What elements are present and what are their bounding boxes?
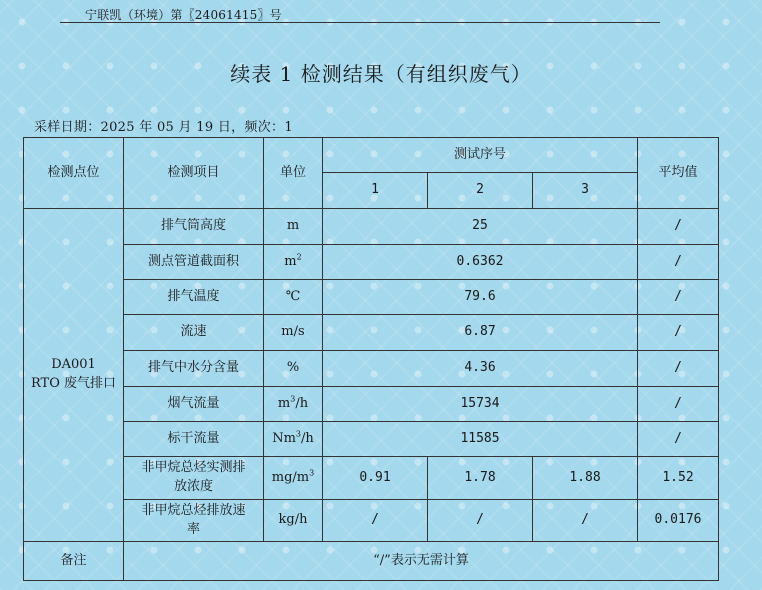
item-line: 放浓度 (173, 479, 213, 494)
item-line: 率 (186, 521, 200, 537)
value-cell: 0.6362 (323, 245, 638, 280)
header-seq-3: 3 (533, 173, 638, 209)
table-row (24, 422, 719, 457)
table-row (24, 500, 719, 542)
unit-base: mg/m (271, 469, 310, 485)
remark-row (24, 542, 719, 581)
value-cell: 6.87 (323, 315, 638, 351)
table-row (24, 387, 719, 422)
unit-cell (264, 387, 323, 422)
value-cell: 1.88 (533, 457, 638, 500)
table-row (24, 280, 719, 315)
table-row (24, 315, 719, 351)
average-cell: 1.52 (638, 457, 719, 500)
average-cell: / (638, 422, 719, 457)
table-row (24, 209, 719, 245)
value-cell: 4.36 (323, 351, 638, 387)
location-name: RTO 废气排口 (30, 376, 117, 391)
item-cell: 排气筒高度 (124, 209, 264, 245)
unit-tail: /h (295, 395, 309, 411)
value-cell: / (533, 500, 638, 542)
average-cell: / (638, 315, 719, 351)
value-cell: 11585 (323, 422, 638, 457)
header-seq-2: 2 (428, 173, 533, 209)
average-cell: / (638, 245, 719, 280)
value-cell: 25 (323, 209, 638, 245)
unit-cell (264, 457, 323, 500)
unit-base: m (284, 253, 297, 269)
average-cell: / (638, 209, 719, 245)
item-cell: 排气中水分含量 (124, 351, 264, 387)
unit-cell: kg/h (264, 500, 323, 542)
unit-base: Nm (272, 430, 296, 446)
value-cell: 1.78 (428, 457, 533, 500)
results-table (23, 137, 719, 581)
value-cell: 15734 (323, 387, 638, 422)
sampling-info: 采样日期：2025 年 05 月 19 日，频次：1 (34, 120, 293, 135)
header-divider (60, 22, 660, 23)
value-cell: / (323, 500, 428, 542)
remark-text: “/”表示无需计算 (124, 542, 719, 581)
average-cell: / (638, 280, 719, 315)
page-title: 续表 1 检测结果（有组织废气） (230, 62, 532, 86)
value-cell: 0.91 (323, 457, 428, 500)
header-point: 检测点位 (24, 138, 124, 209)
value-cell: 79.6 (323, 280, 638, 315)
item-line: 非甲烷总烃实测排 (141, 460, 246, 476)
table-header-row (24, 138, 719, 173)
header-item: 检测项目 (124, 138, 264, 209)
header-unit: 单位 (264, 138, 323, 209)
unit-cell: m/s (264, 315, 323, 351)
value-cell: / (428, 500, 533, 542)
header-test-seq: 测试序号 (323, 138, 638, 173)
header-average: 平均值 (638, 138, 719, 209)
item-cell (124, 500, 264, 542)
item-cell: 排气温度 (124, 280, 264, 315)
unit-cell (264, 245, 323, 280)
table-row (24, 351, 719, 387)
item-cell: 流速 (124, 315, 264, 351)
table-row (24, 245, 719, 280)
item-cell: 烟气流量 (124, 387, 264, 422)
unit-cell: ℃ (264, 280, 323, 315)
item-line: 非甲烷总烃排放速 (141, 502, 246, 518)
header-seq-1: 1 (323, 173, 428, 209)
item-cell (124, 457, 264, 500)
item-cell: 标干流量 (124, 422, 264, 457)
unit-cell (264, 422, 323, 457)
unit-tail: /h (301, 430, 314, 446)
unit-cell: % (264, 351, 323, 387)
unit-superscript: 3 (290, 394, 296, 404)
location-code: DA001 (51, 357, 96, 373)
unit-base: m (277, 395, 291, 411)
document-number: 宁联凯（环境）第〖24061415〗号 (85, 8, 282, 22)
unit-superscript: 3 (295, 429, 302, 439)
average-cell: 0.0176 (638, 500, 719, 542)
unit-cell: m (264, 209, 323, 245)
unit-superscript: 2 (296, 252, 302, 262)
remark-label: 备注 (24, 542, 124, 581)
item-cell: 测点管道截面积 (124, 245, 264, 280)
average-cell: / (638, 351, 719, 387)
table-row (24, 457, 719, 500)
location-cell (24, 209, 124, 542)
unit-superscript: 3 (309, 468, 315, 478)
average-cell: / (638, 387, 719, 422)
